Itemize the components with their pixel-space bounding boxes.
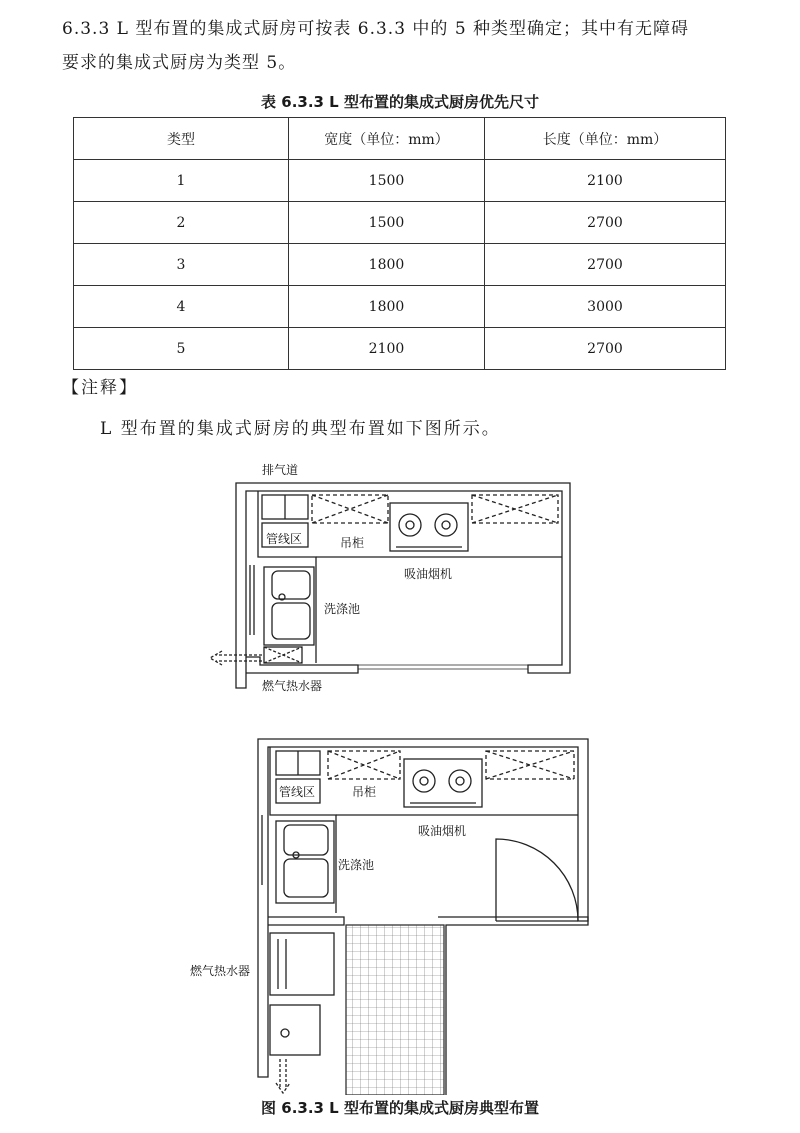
figure-caption: 图 6.3.3 L 型布置的集成式厨房典型布置	[261, 1099, 539, 1117]
cell-type: 4	[74, 286, 289, 328]
cell-type: 1	[74, 160, 289, 202]
plan2-wall-cabinet-label: 吊柜	[352, 785, 377, 799]
plan-1	[210, 483, 570, 688]
cell-width: 1800	[289, 286, 485, 328]
plan1-burner-left	[399, 514, 421, 536]
plan1-sink-label: 洗涤池	[324, 602, 361, 616]
note-text: L 型布置的集成式厨房的典型布置如下图所示。	[100, 419, 501, 439]
header-length: 长度（单位：mm）	[485, 118, 726, 160]
note-label: 【注释】	[62, 378, 138, 398]
table-title: 表 6.3.3 L 型布置的集成式厨房优先尺寸	[261, 93, 539, 111]
plan1-counter-left	[258, 491, 316, 663]
paragraph-line-2: 要求的集成式厨房为类型 5。	[62, 53, 297, 73]
plan2-counter-left	[270, 747, 336, 913]
table-row	[74, 286, 726, 328]
header-type: 类型	[74, 118, 289, 160]
cell-length: 2700	[485, 202, 726, 244]
plan1-pipe-area-label: 管线区	[266, 532, 303, 546]
cell-type: 5	[74, 328, 289, 370]
plan1-wall-cabinet-left	[312, 495, 388, 523]
plan1-burner-right	[435, 514, 457, 536]
cell-width: 1500	[289, 160, 485, 202]
table-row	[74, 160, 726, 202]
table-row	[74, 202, 726, 244]
paragraph-line-1: 6.3.3 L 型布置的集成式厨房可按表 6.3.3 中的 5 种类型确定；其中有无障碍	[62, 19, 690, 39]
plan1-range-hood-label: 吸油烟机	[404, 567, 453, 581]
plan1-exhaust-duct-label: 排气道	[262, 463, 299, 477]
cell-type: 2	[74, 202, 289, 244]
kitchen-floor-plans	[0, 455, 800, 1095]
plan-1-labels	[262, 462, 452, 693]
cell-length: 3000	[485, 286, 726, 328]
table-row	[74, 244, 726, 286]
cell-width: 1800	[289, 244, 485, 286]
cell-length: 2700	[485, 244, 726, 286]
dimension-table	[73, 117, 726, 370]
plan1-outer-wall	[236, 483, 570, 688]
plan2-balcony-wall	[438, 917, 588, 1095]
plan2-water-heater-box	[270, 933, 334, 995]
plan2-pipe-area-label: 管线区	[279, 785, 316, 799]
plan2-range-hood-label: 吸油烟机	[418, 824, 467, 838]
plan2-door-swing	[496, 839, 578, 921]
plan1-wall-cabinet-label: 吊柜	[340, 536, 365, 550]
cell-length: 2700	[485, 328, 726, 370]
plan2-burner-left	[413, 770, 435, 792]
plan2-drain-arrow	[276, 1059, 290, 1093]
plan2-balcony-floor	[346, 925, 444, 1095]
plan1-water-heater-label: 燃气热水器	[262, 679, 323, 693]
cell-type: 3	[74, 244, 289, 286]
plan2-laundry-box	[270, 1005, 320, 1055]
plan2-water-heater-label: 燃气热水器	[190, 964, 251, 978]
table-header-row	[74, 118, 726, 160]
header-width: 宽度（单位：mm）	[289, 118, 485, 160]
table-row	[74, 328, 726, 370]
plan2-sink-label: 洗涤池	[338, 858, 375, 872]
cell-width: 2100	[289, 328, 485, 370]
cell-width: 1500	[289, 202, 485, 244]
cell-length: 2100	[485, 160, 726, 202]
plan2-burner-right	[449, 770, 471, 792]
